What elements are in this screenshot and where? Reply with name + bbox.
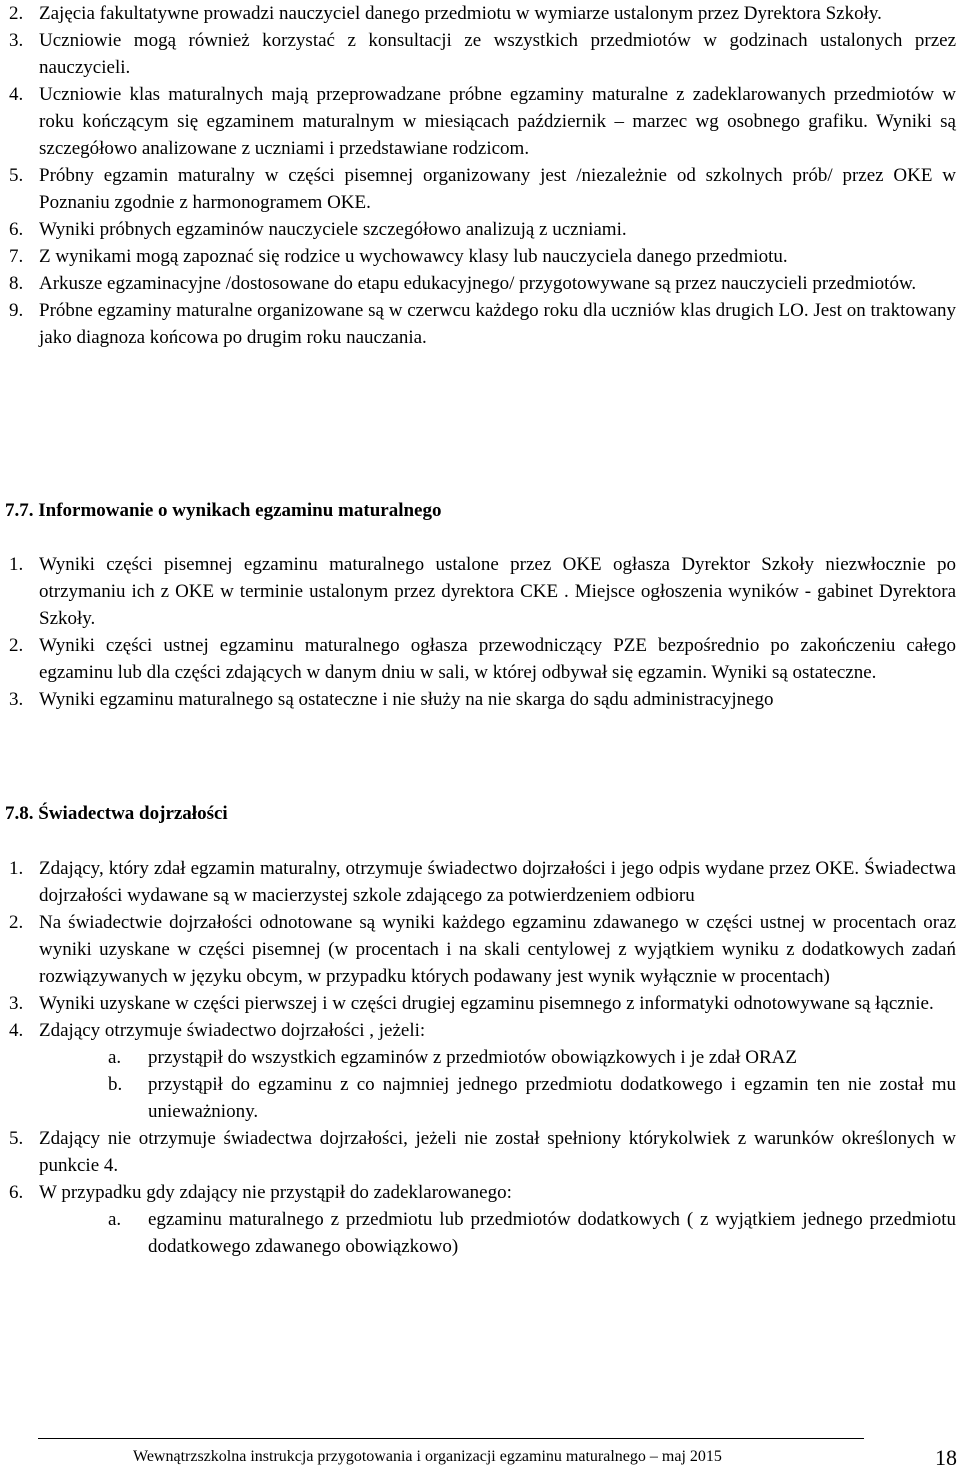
item-text: Wyniki części ustnej egzaminu maturalnego ogłasza przewodniczący PZE bezpośrednio po zakończeniu całego egzaminu lub dla części zdających w danym dniu w sali, w której odbywał się egzamin. Wyniki są ostateczne. <box>39 635 956 683</box>
list-item <box>0 243 960 270</box>
list-item <box>0 81 960 162</box>
item-text: Wyniki części pisemnej egzaminu maturalnego ustalone przez OKE ogłasza Dyrektor Szkoły niezwłocznie po otrzymaniu ich z OKE w terminie ustalonym przez dyrektora CKE . Miejsce ogłoszenia wyników - gabinet Dyrektora Szkoły. <box>39 554 956 629</box>
list-item <box>0 270 960 297</box>
item-number: 8. <box>9 273 24 294</box>
list-item <box>0 909 960 990</box>
list-item <box>0 855 960 909</box>
item-text: Zdający otrzymuje świadectwo dojrzałości , jeżeli: <box>39 1020 426 1041</box>
item-text: Wyniki uzyskane w części pierwszej i w części drugiej egzaminu pisemnego z informatyki odnotowywane są łącznie. <box>39 993 934 1014</box>
section-78-list <box>0 855 960 1260</box>
list-item <box>0 216 960 243</box>
item-text: Arkusze egzaminacyjne /dostosowane do etapu edukacyjnego/ przygotowywane są przez nauczycieli przedmiotów. <box>39 273 917 294</box>
item-number: 3. <box>9 30 24 51</box>
item-number: 5. <box>9 165 24 186</box>
item-number: 5. <box>9 1128 24 1149</box>
sub-list-item <box>0 1044 960 1071</box>
item-number: 2. <box>9 912 24 933</box>
item-text: Na świadectwie dojrzałości odnotowane są wyniki każdego egzaminu zdawanego w części ustnej w procentach oraz wyniki uzyskane w części pisemnej (w procentach i na skali centylowej z wyjątkiem wyniku z dodatkowych zadań rozwiązywanych w języku obcym, w przypadku których podawany jest wynik wyłącznie w procentach) <box>39 912 956 987</box>
list-item <box>0 297 960 351</box>
section-77-list <box>0 551 960 713</box>
item-number: 6. <box>9 1182 24 1203</box>
item-number: 2. <box>9 3 24 24</box>
footer-title: Wewnątrzszkolna instrukcja przygotowania i organizacji egzaminu maturalnego – maj 2015 <box>133 1448 722 1465</box>
item-text: Uczniowie mogą również korzystać z konsultacji ze wszystkich przedmiotów w godzinach ustalonych przez nauczycieli. <box>39 30 956 78</box>
sub-item-letter: b. <box>108 1074 123 1095</box>
item-text: Próbny egzamin maturalny w części pisemnej organizowany jest /niezależnie od szkolnych prób/ przez OKE w Poznaniu zgodnie z harmonogramem OKE. <box>39 165 956 213</box>
item-number: 9. <box>9 300 24 321</box>
item-text: Wyniki próbnych egzaminów nauczyciele szczegółowo analizują z uczniami. <box>39 219 627 240</box>
sub-item-text: przystąpił do egzaminu z co najmniej jednego przedmiotu dodatkowego i egzamin ten nie został mu unieważniony. <box>148 1074 956 1122</box>
item-number: 4. <box>9 84 24 105</box>
list-item <box>0 990 960 1017</box>
item-text: Z wynikami mogą zapoznać się rodzice u wychowawcy klasy lub nauczyciela danego przedmiotu. <box>39 246 788 267</box>
sub-item-letter: a. <box>108 1047 122 1068</box>
item-text: Uczniowie klas maturalnych mają przeprowadzane próbne egzaminy maturalne z zadeklarowanych przedmiotów w roku kończącym się egzaminem maturalnym w miesiącach październik – marzec wg osobnego grafiku. Wyniki są szczegółowo analizowane z uczniami i przedstawiane rodzicom. <box>39 84 956 159</box>
top-list <box>0 0 960 351</box>
item-text: Zajęcia fakultatywne prowadzi nauczyciel danego przedmiotu w wymiarze ustalonym przez Dyrektora Szkoły. <box>39 3 882 24</box>
item-number: 6. <box>9 219 24 240</box>
list-item <box>0 1179 960 1206</box>
section-heading-swiadectwa: 7.8. Świadectwa dojrzałości <box>5 803 228 824</box>
item-text: Wyniki egzaminu maturalnego są ostateczne i nie służy na nie skarga do sądu administracyjnego <box>39 689 774 710</box>
item-number: 3. <box>9 689 24 710</box>
list-item <box>0 162 960 216</box>
item-number: 2. <box>9 635 24 656</box>
list-item <box>0 1017 960 1044</box>
sub-item-text: przystąpił do wszystkich egzaminów z przedmiotów obowiązkowych i je zdał ORAZ <box>148 1047 797 1068</box>
item-text: Zdający nie otrzymuje świadectwa dojrzałości, jeżeli nie został spełniony którykolwiek z warunków określonych w punkcie 4. <box>39 1128 956 1176</box>
list-item <box>0 632 960 686</box>
sub-item-text: egzaminu maturalnego z przedmiotu lub przedmiotów dodatkowych ( z wyjątkiem jednego przedmiotu dodatkowego zdawanego obowiązkowo) <box>148 1209 956 1257</box>
item-number: 1. <box>9 858 24 879</box>
list-item <box>0 551 960 632</box>
item-number: 1. <box>9 554 24 575</box>
item-text: Próbne egzaminy maturalne organizowane są w czerwcu każdego roku dla uczniów klas drugich LO. Jest on traktowany jako diagnoza końcowa po drugim roku nauczania. <box>39 300 956 348</box>
sub-list-item <box>0 1206 960 1260</box>
item-number: 3. <box>9 993 24 1014</box>
item-number: 4. <box>9 1020 24 1041</box>
list-item <box>0 686 960 713</box>
item-text: Zdający, który zdał egzamin maturalny, otrzymuje świadectwo dojrzałości i jego odpis wydane przez OKE. Świadectwa dojrzałości wydawane są w macierzystej szkole zdającego za potwierdzeniem odbioru <box>39 858 956 906</box>
list-item <box>0 27 960 81</box>
item-number: 7. <box>9 246 24 267</box>
footer-divider <box>38 1438 864 1439</box>
sub-list-item <box>0 1071 960 1125</box>
section-heading-informowanie: 7.7. Informowanie o wynikach egzaminu maturalnego <box>5 500 442 521</box>
list-item <box>0 1125 960 1179</box>
item-text: W przypadku gdy zdający nie przystąpił do zadeklarowanego: <box>39 1182 512 1203</box>
page-number: 18 <box>935 1445 957 1470</box>
list-item <box>0 0 960 27</box>
sub-item-letter: a. <box>108 1209 122 1230</box>
